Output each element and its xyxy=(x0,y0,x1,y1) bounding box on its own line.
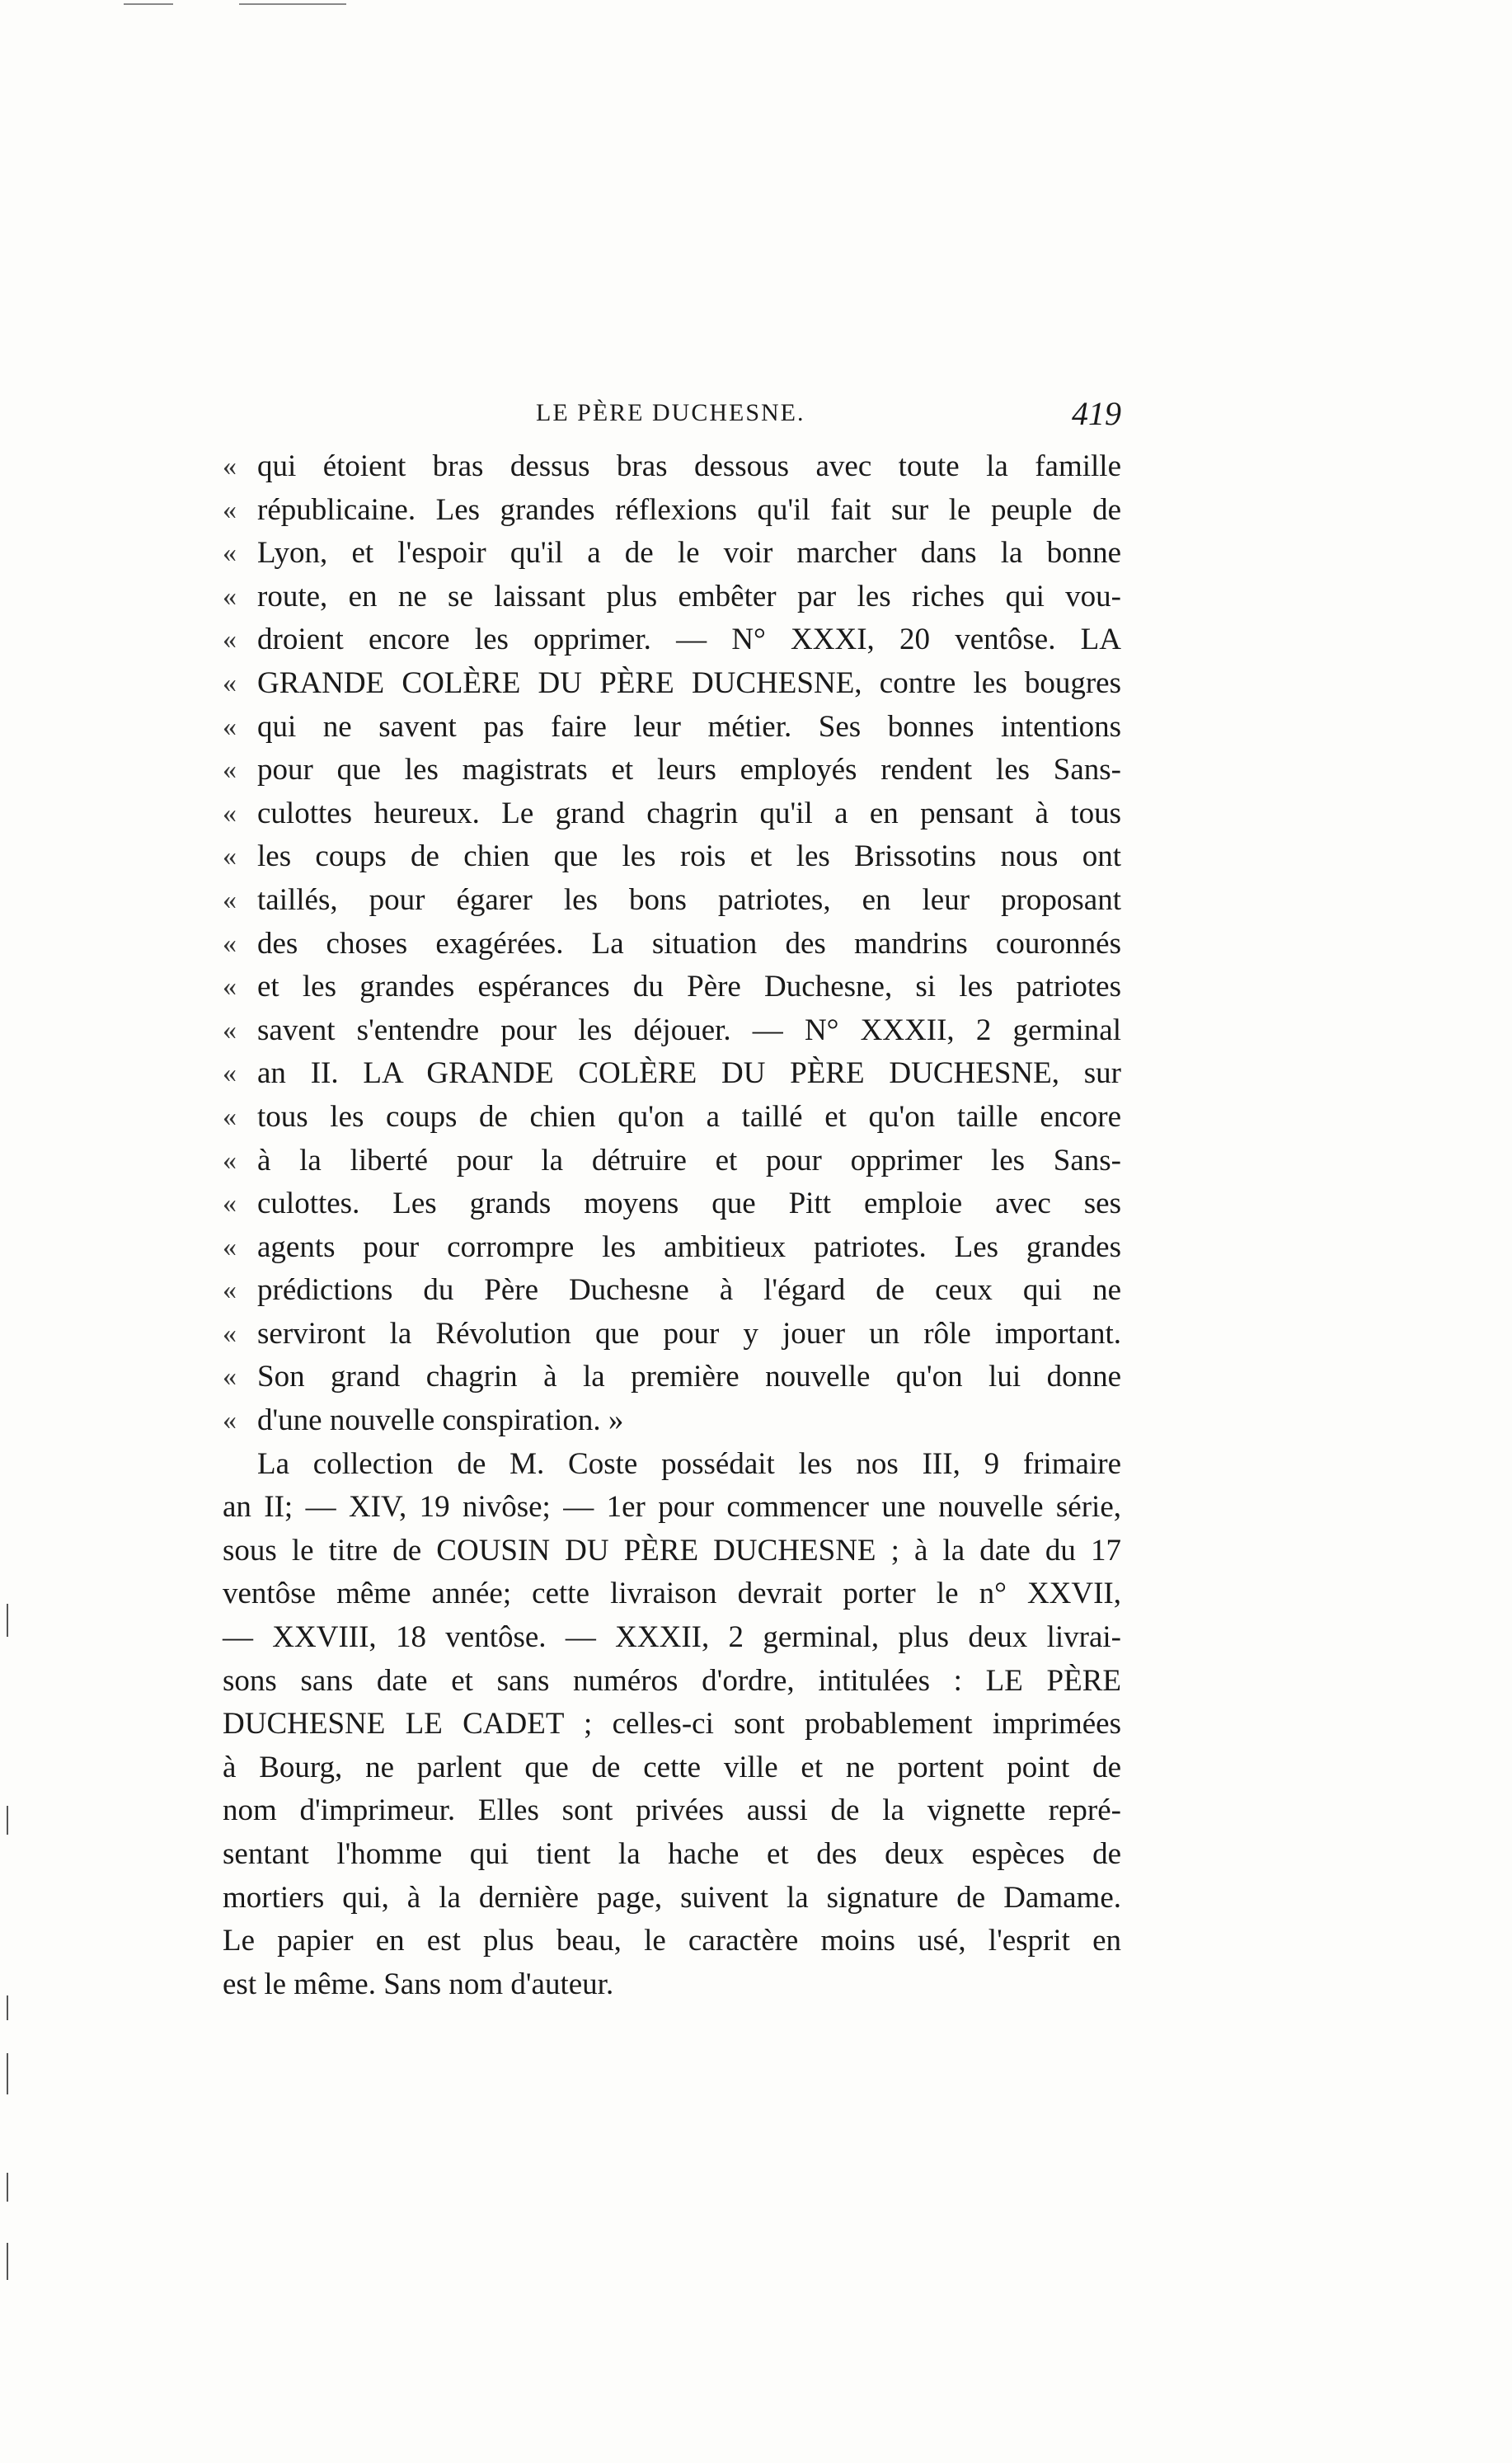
quote-mark: « xyxy=(223,884,237,915)
quote-line xyxy=(223,662,1121,706)
quote-line xyxy=(223,1356,1121,1399)
quote-line-text: à la liberté pour la détruire et pour opprimer les Sans- xyxy=(257,1143,1121,1177)
quote-mark: « xyxy=(223,451,237,482)
quote-line-text: les coups de chien que les rois et les Brissotins nous ont xyxy=(257,839,1121,874)
quote-line-text: prédictions du Père Duchesne à l'égard de ceux qui ne xyxy=(257,1273,1121,1308)
quote-line-text: route, en ne se laissant plus embêter par les riches qui vou- xyxy=(257,579,1121,613)
quote-line xyxy=(223,923,1121,966)
quote-mark: « xyxy=(223,580,237,612)
quote-mark: « xyxy=(223,971,237,1003)
collection-paragraph xyxy=(223,1443,1121,2007)
quote-line-text: culottes. Les grands moyens que Pitt emploie avec ses xyxy=(257,1187,1121,1221)
paragraph-line: Le papier en est plus beau, le caractère moins usé, l'esprit en xyxy=(223,1924,1121,1958)
paragraph-line: sons sans date et sans numéros d'ordre, intitulées : LE PÈRE xyxy=(223,1663,1121,1698)
quote-line-text: taillés, pour égarer les bons patriotes, en leur proposant xyxy=(257,882,1121,917)
quote-line-text: qui étoient bras dessus bras dessous avec toute la famille xyxy=(257,449,1121,483)
quote-line-text: droient encore les opprimer. — N° XXXI, 20 ventôse. LA xyxy=(257,623,1121,657)
quote-line xyxy=(223,1313,1121,1356)
quote-mark: « xyxy=(223,1188,237,1220)
paragraph-line: sentant l'homme qui tient la hache et des deux espèces de xyxy=(223,1837,1121,1871)
quote-line-text: an II. LA GRANDE COLÈRE DU PÈRE DUCHESNE, sur xyxy=(257,1056,1121,1091)
quote-line-text: qui ne savent pas faire leur métier. Ses bonnes intentions xyxy=(257,709,1121,744)
page-body xyxy=(223,445,1121,2006)
quote-line xyxy=(223,1399,1121,1443)
quote-line-text: agents pour corrompre les ambitieux patriotes. Les grandes xyxy=(257,1229,1121,1264)
quote-line xyxy=(223,1140,1121,1183)
quote-line-text: GRANDE COLÈRE DU PÈRE DUCHESNE, contre les bougres xyxy=(257,665,1121,700)
quote-mark: « xyxy=(223,494,237,525)
quote-mark: « xyxy=(223,624,237,656)
quote-line xyxy=(223,1226,1121,1270)
quote-line xyxy=(223,1052,1121,1096)
quote-mark: « xyxy=(223,1058,237,1089)
quote-line-text: Son grand chagrin à la première nouvelle qu'on lui donne xyxy=(257,1360,1121,1394)
quote-mark: « xyxy=(223,538,237,569)
paragraph-line: an II; — XIV, 19 nivôse; — 1er pour commencer une nouvelle série, xyxy=(223,1490,1121,1525)
quote-line-text: serviront la Révolution que pour y jouer un rôle important. xyxy=(257,1316,1121,1351)
paragraph-line: DUCHESNE LE CADET ; celles-ci sont probablement imprimées xyxy=(223,1707,1121,1741)
quote-line xyxy=(223,1269,1121,1313)
quote-line-text: pour que les magistrats et leurs employés rendent les Sans- xyxy=(257,753,1121,787)
quote-line xyxy=(223,532,1121,576)
quote-mark: « xyxy=(223,841,237,872)
quote-mark: « xyxy=(223,1145,237,1176)
paragraph-line: La collection de M. Coste possédait les nos III, 9 frimaire xyxy=(257,1446,1121,1481)
running-title: LE PÈRE DUCHESNE. xyxy=(536,399,805,426)
quote-line xyxy=(223,835,1121,879)
page-header xyxy=(223,394,1121,440)
page-number: 419 xyxy=(1072,395,1121,432)
paragraph-line: est le même. Sans nom d'auteur. xyxy=(223,1967,614,2001)
top-edge-rule xyxy=(239,3,346,5)
paragraph-line: mortiers qui, à la dernière page, suivent la signature de Damame. xyxy=(223,1880,1121,1915)
margin-mark xyxy=(7,1604,8,1637)
quote-mark: « xyxy=(223,754,237,786)
paragraph-line: sous le titre de COUSIN DU PÈRE DUCHESNE ; à la date du 17 xyxy=(223,1533,1121,1568)
quote-mark: « xyxy=(223,797,237,829)
quote-line xyxy=(223,966,1121,1009)
quote-line-text: d'une nouvelle conspiration. » xyxy=(257,1403,624,1438)
quote-line-text: tous les coups de chien qu'on a taillé et qu'on taille encore xyxy=(257,1099,1121,1134)
quote-line xyxy=(223,489,1121,533)
quote-line xyxy=(223,792,1121,836)
margin-mark xyxy=(7,1806,8,1835)
paragraph-line: à Bourg, ne parlent que de cette ville et ne portent point de xyxy=(223,1750,1121,1784)
quote-mark: « xyxy=(223,1361,237,1393)
quote-line-text: et les grandes espérances du Père Duchesne, si les patriotes xyxy=(257,970,1121,1004)
quote-line xyxy=(223,749,1121,792)
paragraph-line: nom d'imprimeur. Elles sont privées aussi de la vignette repré- xyxy=(223,1793,1121,1828)
quote-line xyxy=(223,1096,1121,1140)
quote-mark: « xyxy=(223,1014,237,1046)
quote-line xyxy=(223,445,1121,489)
quote-mark: « xyxy=(223,711,237,742)
quote-line-text: culottes heureux. Le grand chagrin qu'il a en pensant à tous xyxy=(257,796,1121,830)
top-edge-rule xyxy=(124,3,173,5)
quote-line xyxy=(223,1182,1121,1226)
quote-mark: « xyxy=(223,928,237,959)
quote-line xyxy=(223,618,1121,662)
quote-mark: « xyxy=(223,1231,237,1262)
quote-mark: « xyxy=(223,1101,237,1132)
quoted-summary-block xyxy=(223,445,1121,1443)
margin-mark xyxy=(7,1995,8,2020)
quote-line-text: Lyon, et l'espoir qu'il a de le voir marcher dans la bonne xyxy=(257,536,1121,571)
quote-mark: « xyxy=(223,1405,237,1436)
quote-line-text: républicaine. Les grandes réflexions qu'il fait sur le peuple de xyxy=(257,492,1121,527)
quote-mark: « xyxy=(223,667,237,698)
quote-line-text: savent s'entendre pour les déjouer. — N° XXXII, 2 germinal xyxy=(257,1013,1121,1047)
quote-line xyxy=(223,1009,1121,1053)
quote-line xyxy=(223,576,1121,619)
paragraph-line: — XXVIII, 18 ventôse. — XXXII, 2 germinal, plus deux livrai- xyxy=(223,1620,1121,1655)
quote-line xyxy=(223,706,1121,750)
margin-mark xyxy=(7,2053,8,2094)
quote-line xyxy=(223,879,1121,923)
quote-line-text: des choses exagérées. La situation des mandrins couronnés xyxy=(257,926,1121,961)
margin-mark xyxy=(7,2243,8,2280)
quote-mark: « xyxy=(223,1275,237,1306)
quote-mark: « xyxy=(223,1318,237,1349)
margin-mark xyxy=(7,2173,8,2202)
paragraph-line: ventôse même année; cette livraison devrait porter le n° XXVII, xyxy=(223,1577,1121,1611)
